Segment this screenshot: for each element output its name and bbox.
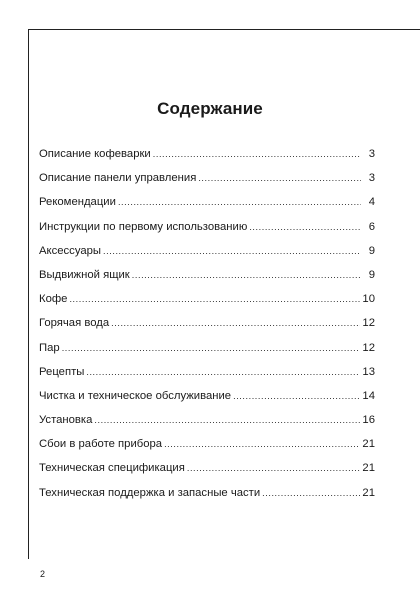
toc-entry-page: 21 bbox=[362, 462, 375, 475]
toc-dot-leader bbox=[164, 436, 360, 452]
toc-entry-label: Пар bbox=[39, 341, 60, 354]
toc-dot-leader bbox=[187, 460, 361, 476]
page-number: 2 bbox=[40, 569, 46, 579]
toc-entry[interactable] bbox=[39, 364, 375, 388]
toc-entry-label: Описание панели управления bbox=[39, 172, 197, 185]
toc-entry-label: Аксессуары bbox=[39, 244, 102, 257]
toc-entry-page: 13 bbox=[362, 365, 375, 378]
toc-entry-label: Инструкции по первому использованию bbox=[39, 220, 248, 233]
toc-entry-page: 14 bbox=[362, 389, 375, 402]
toc-entry-page: 9 bbox=[368, 268, 375, 281]
toc-entry[interactable] bbox=[39, 243, 375, 267]
toc-entry[interactable] bbox=[39, 291, 375, 315]
toc-dot-leader bbox=[249, 219, 361, 235]
toc-entry-page: 12 bbox=[362, 341, 375, 354]
toc-entry-label: Горячая вода bbox=[39, 317, 110, 330]
toc-entry-label: Выдвижной ящик bbox=[39, 268, 130, 281]
toc-entry[interactable] bbox=[39, 485, 375, 509]
toc-entry[interactable] bbox=[39, 340, 375, 364]
toc-entry-label: Кофе bbox=[39, 293, 68, 306]
toc-entry[interactable] bbox=[39, 219, 375, 243]
toc-dot-leader bbox=[233, 388, 360, 404]
toc-entry-label: Техническая спецификация bbox=[39, 462, 185, 475]
toc-entry[interactable] bbox=[39, 146, 375, 170]
toc-dot-leader bbox=[132, 267, 361, 283]
toc-dot-leader bbox=[86, 364, 360, 380]
toc-entry-label: Техническая поддержка и запасные части bbox=[39, 486, 261, 499]
toc-entry-page: 12 bbox=[362, 317, 375, 330]
toc-dot-leader bbox=[262, 485, 360, 501]
table-of-contents bbox=[39, 146, 375, 509]
toc-dot-leader bbox=[198, 170, 361, 186]
toc-entry-page: 6 bbox=[368, 220, 375, 233]
toc-dot-leader bbox=[69, 291, 360, 307]
toc-entry-label: Установка bbox=[39, 414, 93, 427]
toc-entry-label: Сбои в работе прибора bbox=[39, 438, 163, 451]
toc-entry-page: 3 bbox=[368, 172, 375, 185]
toc-entry-page: 9 bbox=[368, 244, 375, 257]
toc-entry-page: 16 bbox=[362, 414, 375, 427]
toc-entry-page: 4 bbox=[368, 196, 375, 209]
toc-dot-leader bbox=[103, 243, 361, 259]
toc-entry-page: 10 bbox=[362, 293, 375, 306]
toc-entry-label: Рекомендации bbox=[39, 196, 116, 209]
toc-entry[interactable] bbox=[39, 436, 375, 460]
toc-dot-leader bbox=[118, 194, 361, 210]
toc-entry[interactable] bbox=[39, 388, 375, 412]
toc-entry[interactable] bbox=[39, 460, 375, 484]
toc-entry[interactable] bbox=[39, 315, 375, 339]
page-title: Содержание bbox=[157, 99, 263, 118]
toc-entry[interactable] bbox=[39, 267, 375, 291]
toc-entry-page: 21 bbox=[362, 486, 375, 499]
toc-entry-label: Описание кофеварки bbox=[39, 148, 151, 160]
toc-entry-label: Чистка и техническое обслуживание bbox=[39, 389, 232, 402]
top-border-line bbox=[28, 29, 420, 30]
toc-entry[interactable] bbox=[39, 170, 375, 194]
toc-dot-leader bbox=[153, 146, 361, 162]
toc-entry[interactable] bbox=[39, 194, 375, 218]
toc-entry-label: Рецепты bbox=[39, 365, 85, 378]
toc-entry-page: 3 bbox=[368, 148, 375, 160]
toc-dot-leader bbox=[94, 412, 360, 428]
toc-entry[interactable] bbox=[39, 412, 375, 436]
toc-dot-leader bbox=[111, 315, 360, 331]
toc-dot-leader bbox=[62, 340, 361, 356]
toc-entry-page: 21 bbox=[362, 438, 375, 451]
